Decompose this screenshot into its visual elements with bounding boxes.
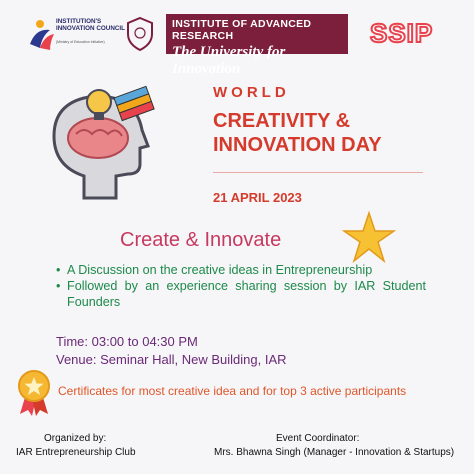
event-venue: Venue: Seminar Hall, New Building, IAR [56,352,287,367]
bullet-icon: • [56,279,61,293]
bullet-icon: • [56,263,61,277]
organized-by-label: Organized by: [44,433,107,444]
ssip-logo: SSIP [370,18,434,48]
tagline: Create & Innovate [120,229,282,251]
title-line2: INNOVATION DAY [213,134,382,156]
organizer-name: IAR Entrepreneurship Club [16,447,136,458]
title-world: WORLD [213,84,290,101]
star-icon [342,210,396,264]
head-brain-idea-icon [44,80,162,200]
agenda-item: • A Discussion on the creative ideas in Entrepreneurship [56,263,373,277]
medal-icon [14,368,54,416]
title-line1: CREATIVITY & [213,110,351,132]
certificates-note: Certificates for most creative idea and for top 3 active participants [58,384,407,398]
event-date: 21 APRIL 2023 [213,190,302,205]
iar-banner [166,14,348,77]
event-time: Time: 03:00 to 04:30 PM [56,334,198,349]
iic-title: INSTITUTION'S INNOVATION COUNCIL [56,18,126,32]
title-main [213,109,382,157]
title-divider [213,172,423,173]
iic-subtitle: (Ministry of Education Initiative) [56,40,105,44]
iar-institute-name: INSTITUTE OF ADVANCED RESEARCH [172,18,312,42]
agenda-list [56,262,426,310]
iar-seal-icon [124,16,156,54]
coordinator-name: Mrs. Bhawna Singh (Manager - Innovation & Startups) [214,447,455,458]
iar-tagline: The University for Innovation [172,44,286,77]
agenda-item: • Followed by an experience sharing session by IAR Student Founders [56,279,426,309]
coordinator-label: Event Coordinator: [276,433,360,444]
